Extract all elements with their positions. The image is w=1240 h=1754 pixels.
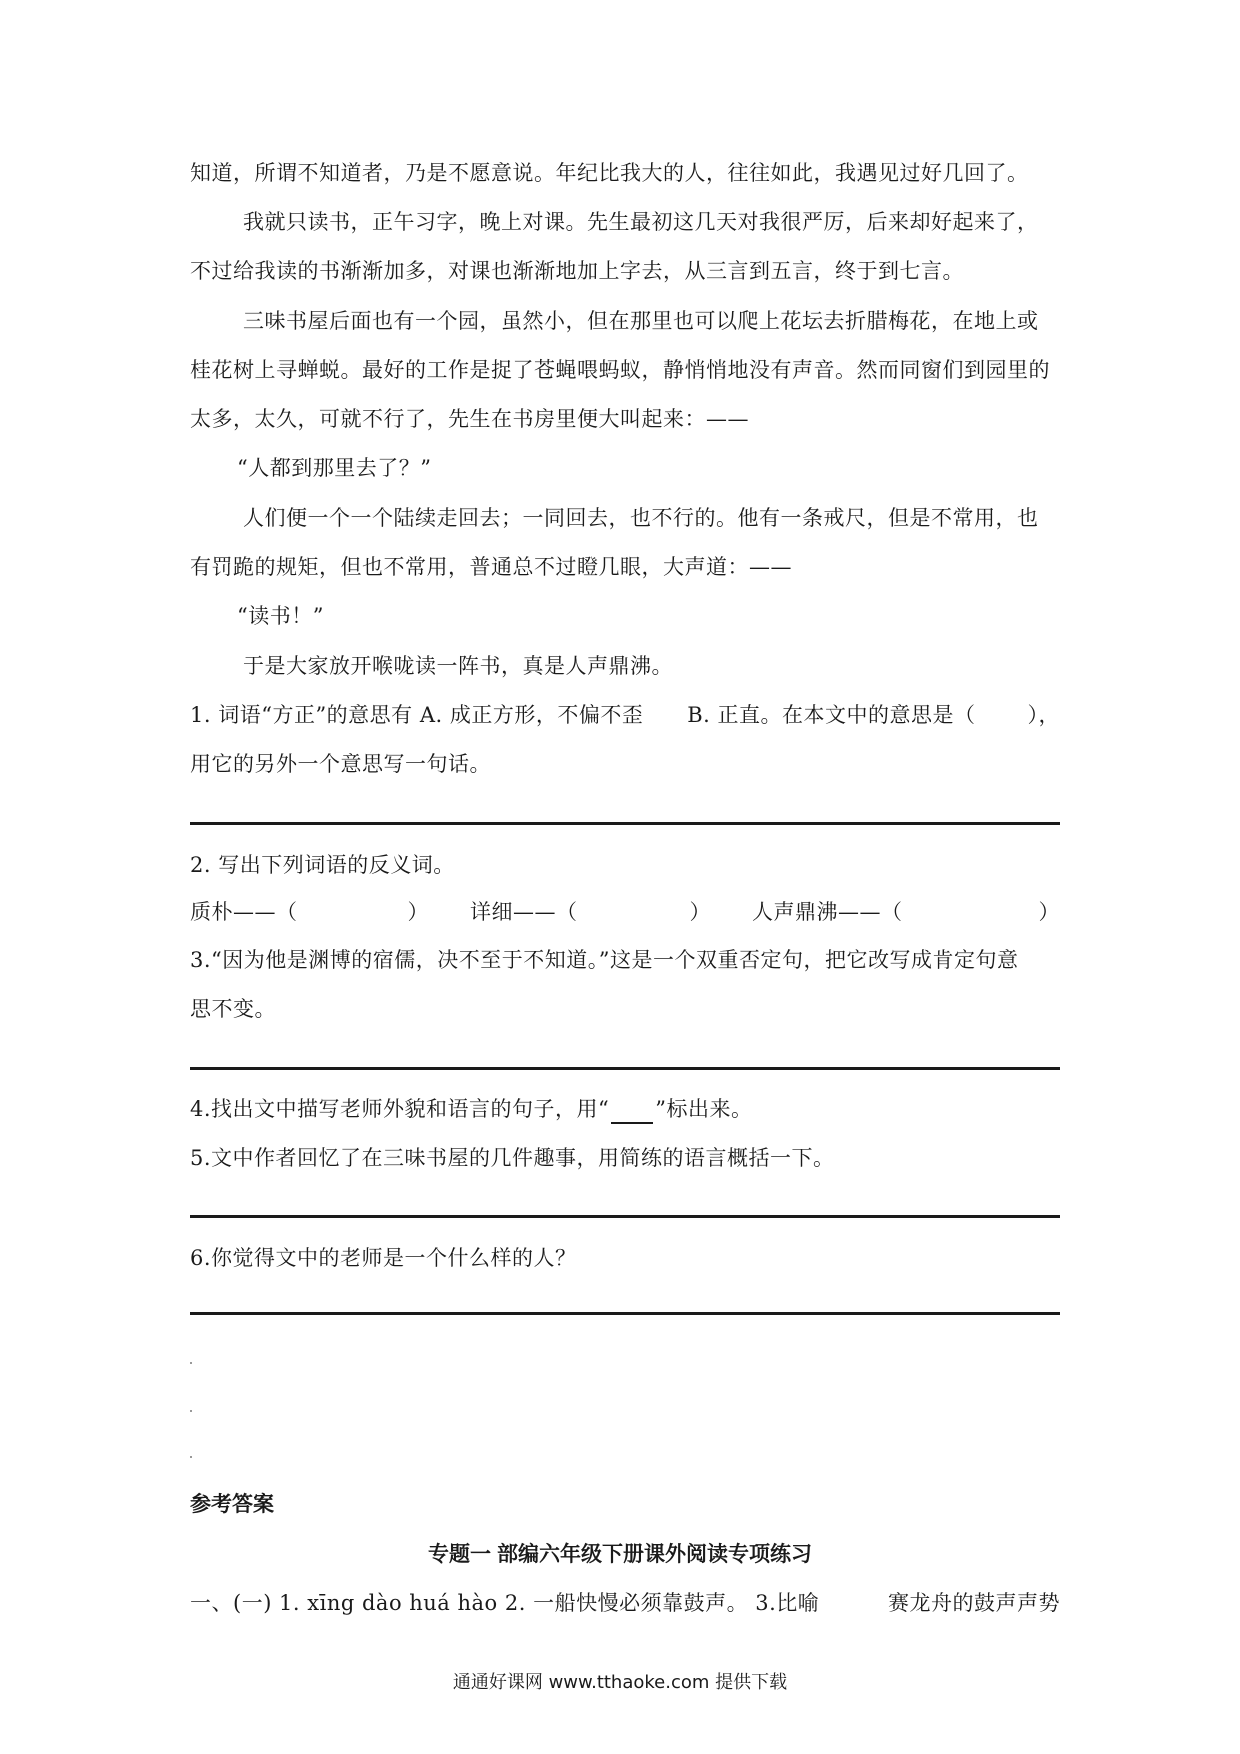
question-1 bbox=[190, 700, 1060, 730]
antonym-item-3-label: 人声鼎沸——（ bbox=[752, 900, 903, 924]
antonym-item-1-label: 质朴——（ bbox=[190, 900, 298, 924]
antonym-item-3-close: ） bbox=[1038, 900, 1060, 924]
antonym-item-2-label: 详细——（ bbox=[470, 900, 578, 924]
passage-line: 于是大家放开喉咙读一阵书，真是人声鼎沸。 bbox=[243, 654, 673, 678]
question-3-line2: 思不变。 bbox=[190, 997, 276, 1021]
passage-quote: “人都到那里去了？” bbox=[237, 456, 432, 480]
passage-line: 三味书屋后面也有一个园，虽然小，但在那里也可以爬上花坛去折腊梅花，在地上或 bbox=[243, 309, 1039, 333]
question-1-close: ）， bbox=[1027, 703, 1060, 727]
question-3-line1: 3.“因为他是渊博的宿儒，决不至于不知道。”这是一个双重否定句，把它改写成肯定句意 bbox=[190, 948, 1019, 972]
question-2: 2. 写出下列词语的反义词。 bbox=[190, 853, 455, 877]
question-4-part-a: 4.找出文中描写老师外貌和语言的句子，用“ bbox=[190, 1097, 610, 1121]
answers-title bbox=[0, 1538, 1240, 1568]
passage-line: 有罚跪的规矩，但也不常用，普通总不过瞪几眼，大声道：—— bbox=[190, 555, 792, 579]
question-5: 5.文中作者回忆了在三味书屋的几件趣事，用简练的语言概括一下。 bbox=[190, 1146, 835, 1170]
antonym-item-3[interactable] bbox=[752, 897, 1060, 927]
scan-speck bbox=[190, 1456, 192, 1458]
antonym-item-2-close: ） bbox=[689, 900, 711, 924]
answer-line[interactable] bbox=[190, 822, 1060, 825]
passage-line: 知道，所谓不知道者，乃是不愿意说。年纪比我大的人，往往如此，我遇见过好几回了。 bbox=[190, 161, 1029, 185]
antonym-item-2[interactable] bbox=[470, 897, 711, 927]
scan-speck bbox=[190, 1410, 192, 1412]
answer-line[interactable] bbox=[190, 1312, 1060, 1315]
answers-title-part-a: 专题一 bbox=[428, 1542, 491, 1566]
question-1-choice-b: B. 正直。在本文中的意思是（ bbox=[687, 703, 976, 727]
passage-line: 人们便一个一个陆续走回去；一同回去，也不行的。他有一条戒尺，但是不常用，也 bbox=[243, 506, 1039, 530]
scan-speck bbox=[190, 1362, 192, 1364]
footer-download-credit: 通通好课网 www.tthaoke.com 提供下载 bbox=[452, 1672, 788, 1693]
antonym-item-1[interactable] bbox=[190, 897, 429, 927]
question-1-part-b bbox=[687, 700, 1060, 730]
answer-line[interactable] bbox=[190, 1067, 1060, 1070]
answers-heading: 参考答案 bbox=[190, 1492, 274, 1516]
antonym-item-1-close: ） bbox=[407, 900, 429, 924]
passage-line: 太多，太久，可就不行了，先生在书房里便大叫起来：—— bbox=[190, 407, 749, 431]
answers-line-1-part-b: 赛龙舟的鼓声声势 bbox=[888, 1591, 1060, 1615]
answer-line[interactable] bbox=[190, 1215, 1060, 1218]
passage-line: 我就只读书，正午习字，晚上对课。先生最初这几天对我很严厉，后来却好起来了， bbox=[243, 210, 1039, 234]
question-4 bbox=[190, 1094, 1060, 1124]
passage-line: 不过给我读的书渐渐加多，对课也渐渐地加上字去，从三言到五言，终于到七言。 bbox=[190, 259, 964, 283]
answers-line-1-part-a: 一、(一) 1. xīng dào huá hào 2. 一船快慢必须靠鼓声。 3.比喻 bbox=[190, 1591, 820, 1615]
question-2-items bbox=[190, 897, 1060, 927]
question-6: 6.你觉得文中的老师是一个什么样的人？ bbox=[190, 1246, 577, 1270]
passage-line: 桂花树上寻蝉蜕。最好的工作是捉了苍蝇喂蚂蚁，静悄悄地没有声音。然而同窗们到园里的 bbox=[190, 358, 1050, 382]
answers-title-part-b: 部编六年级下册课外阅读专项练习 bbox=[497, 1542, 812, 1566]
question-4-part-b: ”标出来。 bbox=[655, 1097, 753, 1121]
underline-mark bbox=[611, 1102, 653, 1124]
answers-line-1 bbox=[190, 1588, 1060, 1618]
question-1-part-a: 1. 词语“方正”的意思有 A. 成正方形，不偏不歪 bbox=[190, 703, 644, 727]
passage-quote: “读书！” bbox=[237, 604, 324, 628]
question-1-line2: 用它的另外一个意思写一句话。 bbox=[190, 752, 491, 776]
